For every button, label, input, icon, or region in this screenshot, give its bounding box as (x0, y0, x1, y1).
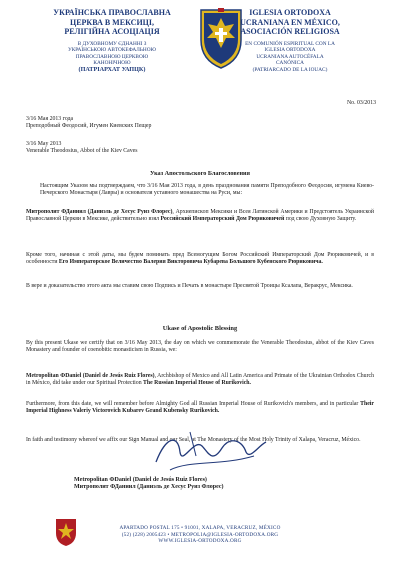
english-date-block (26, 141, 137, 155)
right-subtitle (230, 41, 350, 74)
russian-addressee: Преподобный Феодосий, Игумен Киевских Пещер (26, 123, 152, 130)
left-title-line: РЕЛІГІЙНА АСОЦІАЦІЯ (64, 27, 160, 36)
english-p3-lead: Furthermore, from this date, we will remember before Almighty God all Russian Imperial House of Rurikovich's members, and in particular (26, 401, 361, 407)
right-sub-line: UCRANIANA AUTOCÉFALA (256, 53, 324, 60)
footer-website: WWW.IGLESIA-ORTODOXA.ORG (158, 538, 242, 545)
english-p2-lead: Metropolitan ФDaniel (Daniel de Jesús Ruiz Flores) (26, 373, 155, 379)
left-sub-line: ПРАВОСЛАВНОЮ ЦЕРКВОЮ (75, 53, 149, 60)
russian-p2-bold: Российский Императорский Дом Рюриковичей (160, 216, 285, 223)
signature-name-english: Metropolitan ФDaniel (Daniel de Jesús Ruiz Flores) (74, 477, 207, 483)
english-p2-bold: The Russian Imperial House of Rurikovich. (143, 380, 251, 387)
letterhead-footer (0, 525, 400, 545)
russian-date: 3/16 Мая 2013 года (26, 116, 74, 122)
english-p2-mid: , Archbishop of Mexico and All Latin America and Primate of the Ukrainian Orthodox Church in México, did take under our Spiritual Protection (26, 373, 374, 387)
footer-address: APARTADO POSTAL 175 • 91001, XALAPA, VERACRUZ, MÉXICO (119, 525, 281, 531)
english-paragraph-2 (26, 373, 374, 388)
letterhead (22, 0, 378, 88)
russian-p2-mid: , Архиепископ Мексики и Всея Латинской Америки и Предстоятель Украинской Православной Церкви в Мексике, действительно взял (26, 209, 375, 223)
english-date: 3/16 May 2013 (26, 141, 62, 147)
english-addressee: Venerable Theodosius, Abbot of the Kiev Caves (26, 148, 138, 155)
english-p4-text: In faith and testimony whereof we affix our Sign Manual and our Seal, at The Monastery of the Most Holy Trinity of Xalapa, Veracruz, México. (26, 437, 361, 443)
right-sub-line: IGLESIA ORTODOXA (264, 47, 316, 54)
russian-paragraph-4 (26, 283, 374, 290)
russian-p2-tail: под свою Духовную Защиту. (284, 216, 357, 223)
letterhead-left (52, 8, 172, 73)
footer-contact: (52) (228) 2005423 • METROPOLIA@IGLESIA-ORTODOXA.ORG (121, 531, 279, 538)
english-heading: Ukase of Apostolic Blessing (162, 325, 238, 332)
left-title (52, 8, 172, 37)
russian-paragraph-2 (26, 209, 374, 224)
russian-date-block (26, 116, 151, 130)
left-sub-line: УКРАЇНСЬКОЮ АВТОКЕФАЛЬНОЮ (68, 47, 156, 54)
left-sub-line: (ПАТРІАРХАТ УАПЦК) (78, 65, 146, 73)
russian-paragraph-3 (26, 252, 374, 267)
right-title-line: ASOCIACIÓN RELIGIOSA (240, 27, 340, 36)
right-sub-line: CANÓNICA (276, 60, 304, 67)
right-title-line: IGLESIA ORTODOXA (249, 8, 331, 17)
english-paragraph-1 (26, 340, 374, 355)
letterhead-right (230, 8, 350, 73)
document-number: No. 03/2013 (347, 100, 376, 106)
russian-p1-text: Настоящим Указом мы подтверждаем, что 3/16 Мая 2013 года, в день празднования памяти Преподобного Феодосия, игумена Киево-Печерского Монастыря (Лавры) и основателя уставного монашества на Руси, мы: (40, 183, 374, 197)
russian-p3-lead: Кроме того, начиная с этой даты, мы будем поминать пред Всемогущим Богом Российский Императорский Дом Рюриковичей, и в особенности (26, 252, 374, 266)
russian-p4-text: В вере и доказательство этого акта мы ставим свою Подпись и Печать в монастыре Пресвятой Троицы Ксалапа, Веракрус, Мексика. (26, 283, 353, 289)
left-subtitle (52, 41, 172, 74)
english-p1-text: By this present Ukase we certify that on 3/16 May 2013, the day on which we commemorate the Venerable Theodosius, abbot of the Kiev Caves Monastery and founder of coenobitic monasticism in Russia, we: (26, 340, 374, 354)
russian-p3-bold: Его Императорское Величество Валерия Викторовича Кубарева Большого Кубенского Рюриковича. (58, 259, 323, 266)
russian-p2-lead: Митрополит ФДаниил (Даниэль де Хесус Руиз Флорес) (26, 209, 173, 215)
english-paragraph-3 (26, 401, 374, 416)
signature-name-russian: Митрополит ФДаниил (Даниэль де Хесус Руиз Флорес) (74, 484, 224, 491)
left-sub-line: КАНОНІЧНОЮ (93, 60, 131, 67)
left-sub-line: В ДУХОВНОМУ ЄДНАННІ З (77, 40, 147, 47)
signature-block (74, 477, 224, 492)
russian-heading: Указ Апостольского Благословения (150, 170, 250, 177)
russian-paragraph-1 (26, 183, 374, 198)
handwritten-signature-icon (150, 426, 270, 476)
right-sub-line: (PATRIARCADO DE LA IOUAC) (252, 66, 328, 73)
right-sub-line: EN COMUNIÓN ESPIRITUAL CON LA (245, 40, 335, 47)
english-p3-bold: Their Imperial Highness Valeriy Victorovich Kubarev Grand Kubensky Rurikovich. (26, 401, 374, 415)
right-title-line: UCRANIANA EN MÉXICO, (240, 17, 340, 27)
left-title-line: УКРАЇНСЬКА ПРАВОСЛАВНА (53, 8, 171, 17)
right-title (230, 8, 350, 37)
left-title-line: ЦЕРКВА В МЕКСИЦІ, (69, 17, 154, 27)
